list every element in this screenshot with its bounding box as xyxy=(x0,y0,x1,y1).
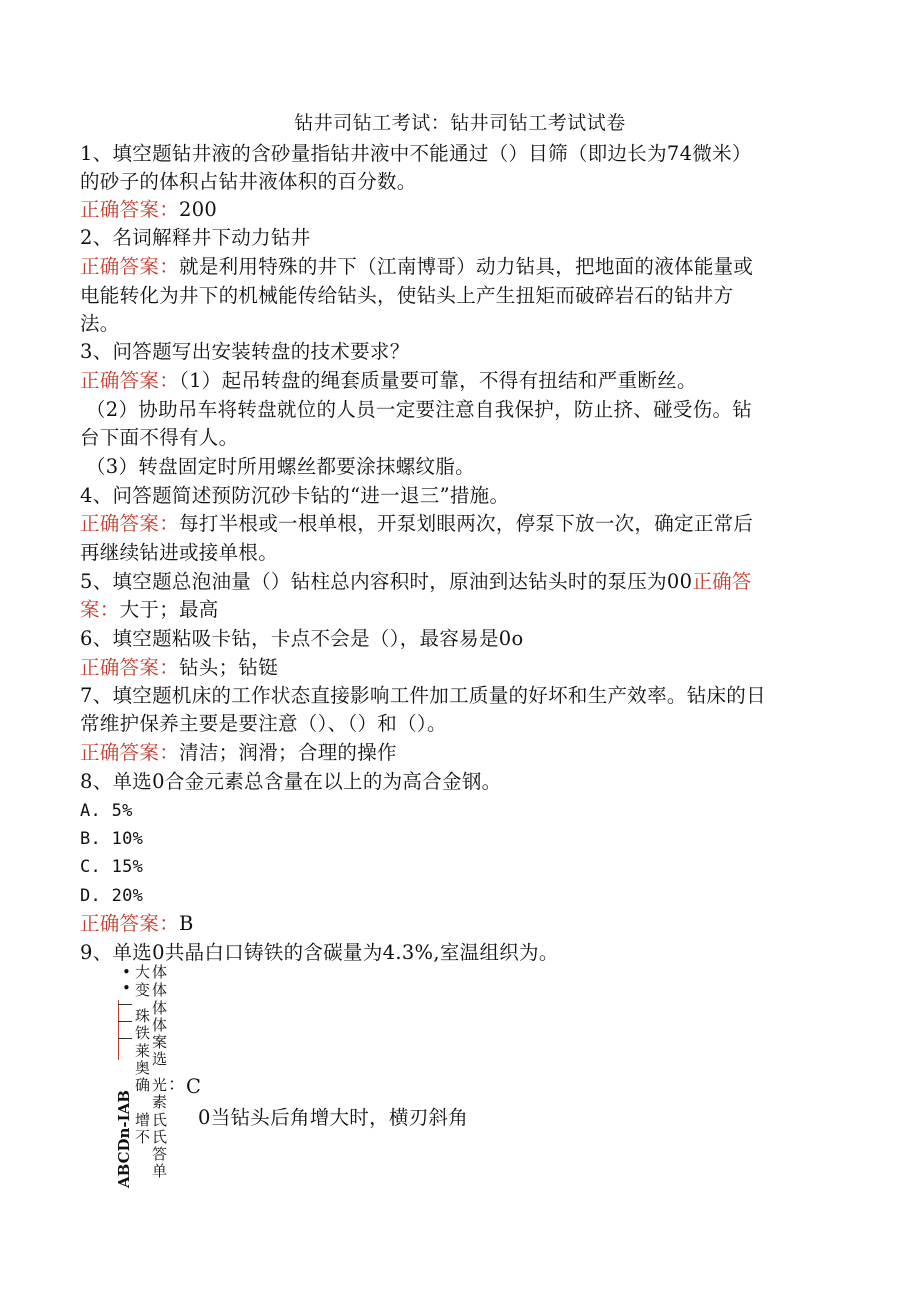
garbled-char: 案 xyxy=(152,1033,168,1051)
question-5 xyxy=(80,568,752,596)
garbled-char: 变 xyxy=(135,981,151,999)
answer-label: 正确答案： xyxy=(80,255,180,278)
question-7-line-2: 常维护保养主要是要注意（）、（）和（）。 xyxy=(80,712,447,735)
garbled-char: 莱 xyxy=(135,1042,151,1060)
question-1-line-2: 的砂子的体积占钻井液体积的百分数。 xyxy=(80,170,417,193)
garbled-char: 增 xyxy=(135,1111,151,1129)
answer-6 xyxy=(80,654,278,682)
question-3: 3、问答题写出安装转盘的技术要求？ xyxy=(80,340,410,363)
answer-label-part-1: 正确答 xyxy=(692,570,752,593)
answer-label: 正确答案： xyxy=(80,912,180,935)
question-4: 4、问答题简述预防沉砂卡钻的“进一退三”措施。 xyxy=(80,484,510,507)
answer-5 xyxy=(80,596,219,624)
garbled-tick xyxy=(118,1004,132,1005)
answer-label: 正确答案： xyxy=(80,741,180,764)
question-9: 9、单选0共晶白口铸铁的含碳量为4.3%,室温组织为。 xyxy=(80,941,559,964)
garbled-tick xyxy=(118,1021,132,1022)
option-c: C. 15% xyxy=(80,857,144,877)
answer-7-text: 清洁；润滑；合理的操作 xyxy=(179,741,397,764)
garbled-vertical-text: ABCDn-IAB xyxy=(115,1090,133,1189)
answer-4-line-1 xyxy=(80,510,753,538)
answer-label: 正确答案： xyxy=(80,198,180,221)
garbled-char: 珠 xyxy=(135,1007,151,1025)
garbled-char: 氏 xyxy=(152,1111,168,1129)
answer-4-line-2: 再继续钻进或接单根。 xyxy=(80,541,279,564)
question-8: 8、单选0合金元素总含量在以上的为高合金钢。 xyxy=(80,770,502,793)
option-b: B. 10% xyxy=(80,829,144,849)
option-a: A. 5% xyxy=(80,801,133,821)
garbled-char: 体 xyxy=(152,981,168,999)
answer-2-line-3: 法。 xyxy=(80,312,120,335)
answer-1 xyxy=(80,196,217,224)
garbled-char: 体 xyxy=(152,999,168,1017)
garbled-bullet-2: • xyxy=(122,979,131,997)
garbled-char: 体 xyxy=(152,1016,168,1034)
garbled-char: 素 xyxy=(152,1093,168,1111)
garbled-char: 单 xyxy=(152,1162,168,1180)
document-title: 钻井司钻工考试：钻井司钻工考试试卷 xyxy=(294,112,626,134)
answer-label-part-2: 案： xyxy=(80,598,120,621)
answer-2-line-1 xyxy=(80,253,753,281)
answer-5-text: 大于；最高 xyxy=(119,598,219,621)
answer-1-text: 200 xyxy=(179,198,218,221)
garbled-char: 氏 xyxy=(152,1128,168,1146)
answer-8 xyxy=(80,910,194,938)
answer-4-text: 每打半根或一根单根，开泵划眼两次，停泵下放一次，确定正常后 xyxy=(179,512,754,535)
answer-3-text: （1）起吊转盘的绳套质量要可靠，不得有扭结和严重断丝。 xyxy=(179,369,697,392)
answer-3-line-2: （2）协助吊车将转盘就位的人员一定要注意自我保护，防止挤、碰受伤。钻 xyxy=(86,398,753,421)
answer-3-line-4: （3）转盘固定时所用螺丝都要涂抹螺纹脂。 xyxy=(86,455,475,478)
question-7-line-1: 7、填空题机床的工作状态直接影响工件加工质量的好坏和生产效率。钻床的日 xyxy=(80,684,766,707)
answer-9-text: C xyxy=(186,1075,202,1098)
garbled-char: 铁 xyxy=(135,1024,151,1042)
answer-8-text: B xyxy=(179,912,194,935)
answer-7 xyxy=(80,739,397,767)
garbled-char: 不 xyxy=(135,1128,151,1146)
question-6: 6、填空题粘吸卡钻，卡点不会是（），最容易是0o xyxy=(80,627,524,650)
garbled-char: 大 xyxy=(135,963,151,981)
garbled-char: 确 xyxy=(135,1076,151,1094)
answer-3-line-1 xyxy=(80,367,697,395)
answer-label: 正确答案： xyxy=(80,656,180,679)
answer-6-text: 钻头；钻铤 xyxy=(179,656,279,679)
garbled-char: 选 xyxy=(152,1050,168,1068)
answer-label: 正确答案： xyxy=(80,369,180,392)
question-5-text: 5、填空题总泡油量（）钻柱总内容积时，原油到达钻头时的泵压为00 xyxy=(80,570,693,593)
answer-label: 正确答案： xyxy=(80,512,180,535)
answer-2-text: 就是利用特殊的井下（江南博哥）动力钻具，把地面的液体能量或 xyxy=(179,255,754,278)
question-10-fragment: 0当钻头后角增大时，横刃斜角 xyxy=(198,1106,469,1129)
garbled-rule xyxy=(118,1000,119,1060)
option-d: D. 20% xyxy=(80,886,144,906)
garbled-char: 奥 xyxy=(135,1059,151,1077)
garbled-char: 光 xyxy=(152,1076,168,1094)
garbled-tick xyxy=(118,1038,132,1039)
answer-3-line-3: 台下面不得有人。 xyxy=(80,426,239,449)
question-2: 2、名词解释井下动力钻井 xyxy=(80,226,311,249)
garbled-bullet-1: • xyxy=(122,963,131,981)
answer-9-colon: ： xyxy=(168,1075,185,1095)
garbled-char: 体 xyxy=(152,963,168,981)
question-1-line-1: 1、填空题钻井液的含砂量指钻井液中不能通过（）目筛（即边长为74微米） xyxy=(80,142,752,165)
garbled-char: 答 xyxy=(152,1145,168,1163)
answer-2-line-2: 电能转化为井下的机械能传给钻头，使钻头上产生扭矩而破碎岩石的钻井方 xyxy=(80,284,734,307)
